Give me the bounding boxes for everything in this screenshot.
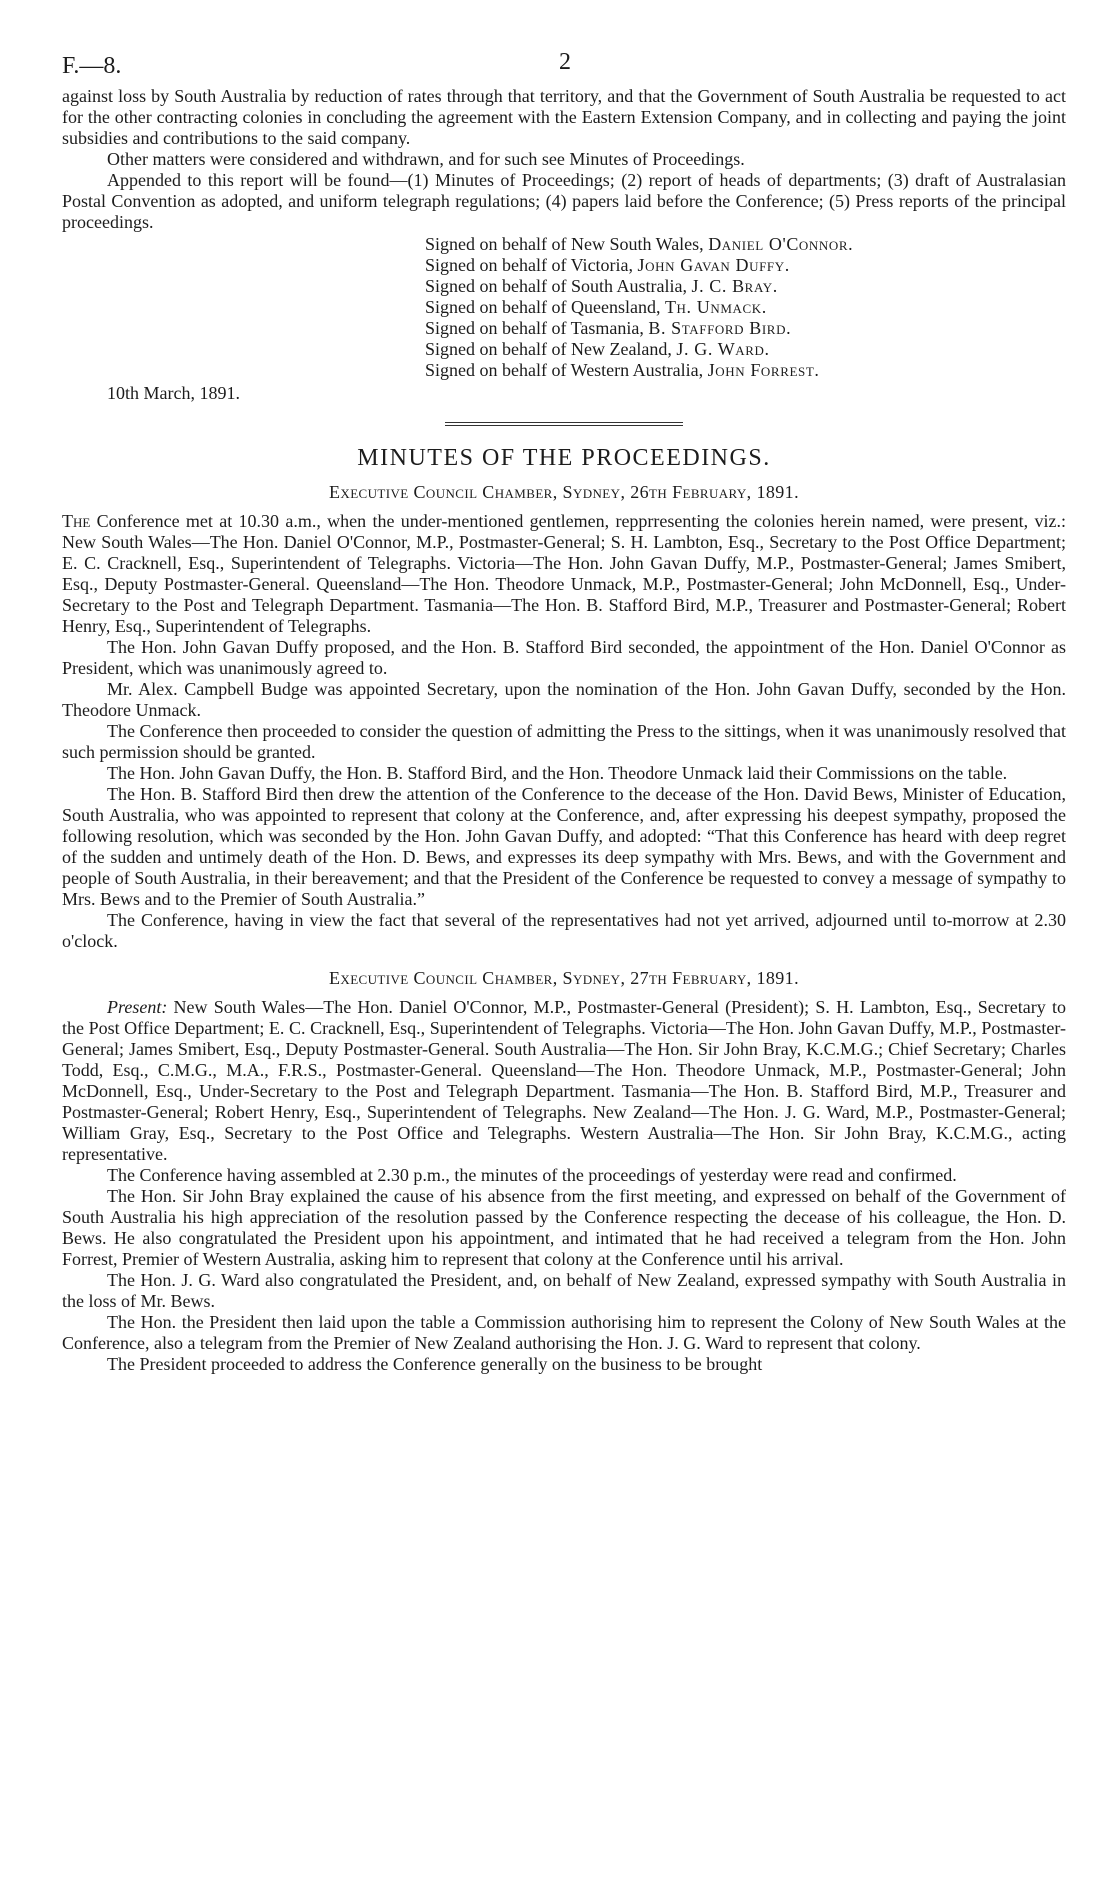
day2-paragraph: The Hon. Sir John Bray explained the cause of his absence from the first meeting, and expressed on behalf of the Government of South Australia his high appreciation of the resolution passed by the Conference respecting the decease of his colleague, the Hon. D. Bews. He also congratulated the President upon his appointment, and intimated that he had received a telegram from the Hon. John Forrest, Premier of Western Australia, asking him to represent that colony at the Conference until his arrival. [62, 1186, 1066, 1269]
intro-paragraph: against loss by South Australia by reduction of rates through that territory, and that the Government of South Australia be requested to act for the other contracting colonies in concluding the agreement with the Eastern Extension Company, and in collecting and paying the joint subsidies and contributions to the said company. [62, 86, 1066, 148]
day2-present-paragraph: Present: New South Wales—The Hon. Daniel O'Connor, M.P., Postmaster-General (President); S. H. Lambton, Esq., Secretary to the Post Office Department; E. C. Cracknell, Esq., Superintendent of Telegraphs. Victoria—The Hon. John Gavan Duffy, M.P., Postmaster-General; James Smibert, Esq., Deputy Postmaster-General. South Australia—The Hon. Sir John Bray, K.C.M.G.; Chief Secretary; Charles Todd, Esq., C.M.G., M.A., F.R.S., Postmaster-General. Queensland—The Hon. Theodore Unmack, M.P., Postmaster-General; John McDonnell, Esq., Under-Secretary to the Post and Telegraph Department. Tasmania—The Hon. B. Stafford Bird, M.P., Treasurer and Postmaster-General; Robert Henry, Esq., Superintendent of Telegraphs. New Zealand—The Hon. J. G. Ward, M.P., Postmaster-General; William Gray, Esq., Secretary to the Post Office and Telegraphs. Western Australia—The Hon. Sir John Bray, K.C.M.G., acting representative. [62, 997, 1066, 1164]
day2-paragraph: The Conference having assembled at 2.30 p.m., the minutes of the proceedings of yesterday were read and confirmed. [107, 1165, 957, 1185]
signature-line: Signed on behalf of Western Australia, John Forrest. [425, 360, 820, 380]
day1-opening-paragraph: The Conference met at 10.30 a.m., when the under-mentioned gentlemen, repprresenting the colonies herein named, were present, viz.: New South Wales—The Hon. Daniel O'Connor, M.P., Postmaster-General; S. H. Lambton, Esq., Secretary to the Post Office Department; E. C. Cracknell, Esq., Superintendent of Telegraphs. Victoria—The Hon. John Gavan Duffy, M.P., Postmaster-General; James Smibert, Esq., Deputy Postmaster-General. Queensland—The Hon. Theodore Unmack, M.P., Postmaster-General; John McDonnell, Esq., Under-Secretary to the Post and Telegraph Department. Tasmania—The Hon. B. Stafford Bird, M.P., Treasurer and Postmaster-General; Robert Henry, Esq., Superintendent of Telegraphs. [62, 511, 1066, 636]
day2-heading: Executive Council Chamber, Sydney, 27th February, 1891. [329, 968, 799, 988]
day2-paragraph: The Hon. the President then laid upon the table a Commission authorising him to represent the Colony of New South Wales at the Conference, also a telegram from the Premier of New Zealand authorising the Hon. J. G. Ward to represent that colony. [62, 1312, 1066, 1353]
intro-paragraph: Appended to this report will be found—(1) Minutes of Proceedings; (2) report of heads of departments; (3) draft of Australasian Postal Convention as adopted, and uniform telegraph regulations; (4) papers laid before the Conference; (5) Press reports of the principal proceedings. [62, 170, 1066, 232]
signature-line: Signed on behalf of New Zealand, J. G. Ward. [425, 339, 770, 359]
page-identifier: F.—8. [62, 53, 122, 79]
signature-line: Signed on behalf of Queensland, Th. Unmack. [425, 297, 767, 317]
signature-line: Signed on behalf of New South Wales, Daniel O'Connor. [425, 234, 854, 254]
day1-paragraph: The Hon. John Gavan Duffy, the Hon. B. Stafford Bird, and the Hon. Theodore Unmack laid their Commissions on the table. [107, 763, 1008, 783]
minutes-title: MINUTES OF THE PROCEEDINGS. [357, 445, 771, 471]
page-number: 2 [559, 49, 571, 75]
day1-paragraph: The Conference then proceeded to consider the question of admitting the Press to the sittings, when it was unanimously resolved that such permission should be granted. [62, 721, 1066, 762]
signature-block [425, 234, 1066, 381]
day2-paragraph: The Hon. J. G. Ward also congratulated the President, and, on behalf of New Zealand, expressed sympathy with South Australia in the loss of Mr. Bews. [62, 1270, 1066, 1311]
day1-paragraph: Mr. Alex. Campbell Budge was appointed Secretary, upon the nomination of the Hon. John Gavan Duffy, seconded by the Hon. Theodore Unmack. [62, 679, 1066, 720]
present-label: Present: [107, 997, 168, 1017]
signature-line: Signed on behalf of Victoria, John Gavan Duffy. [425, 255, 790, 275]
signature-line: Signed on behalf of South Australia, J. C. Bray. [425, 276, 778, 296]
signature-line: Signed on behalf of Tasmania, B. Stafford Bird. [425, 318, 792, 338]
report-date: 10th March, 1891. [107, 383, 240, 403]
section-divider [445, 422, 683, 426]
page-header [62, 38, 1066, 86]
day1-paragraph: The Hon. B. Stafford Bird then drew the attention of the Conference to the decease of the Hon. David Bews, Minister of Education, South Australia, who was appointed to represent that colony at the Conference, and, after expressing his deepest sympathy, proposed the following resolution, which was seconded by the Hon. John Gavan Duffy, and adopted: “That this Conference has heard with deep regret of the sudden and untimely death of the Hon. D. Bews, and expresses its deep sympathy with Mrs. Bews, and with the Government and people of South Australia, in their bereavement; and that the President of the Conference be requested to convey a message of sympathy to Mrs. Bews and to the Premier of South Australia.” [62, 784, 1066, 909]
day1-paragraph: The Hon. John Gavan Duffy proposed, and the Hon. B. Stafford Bird seconded, the appointment of the Hon. Daniel O'Connor as President, which was unanimously agreed to. [62, 637, 1066, 678]
day1-paragraph: The Conference, having in view the fact that several of the representatives had not yet arrived, adjourned until to-morrow at 2.30 o'clock. [62, 910, 1066, 951]
day2-paragraph: The President proceeded to address the Conference generally on the business to be brought [107, 1354, 763, 1374]
lead-word: The [62, 511, 91, 531]
day1-heading: Executive Council Chamber, Sydney, 26th February, 1891. [329, 482, 799, 502]
intro-paragraph: Other matters were considered and withdrawn, and for such see Minutes of Proceedings. [107, 149, 745, 169]
